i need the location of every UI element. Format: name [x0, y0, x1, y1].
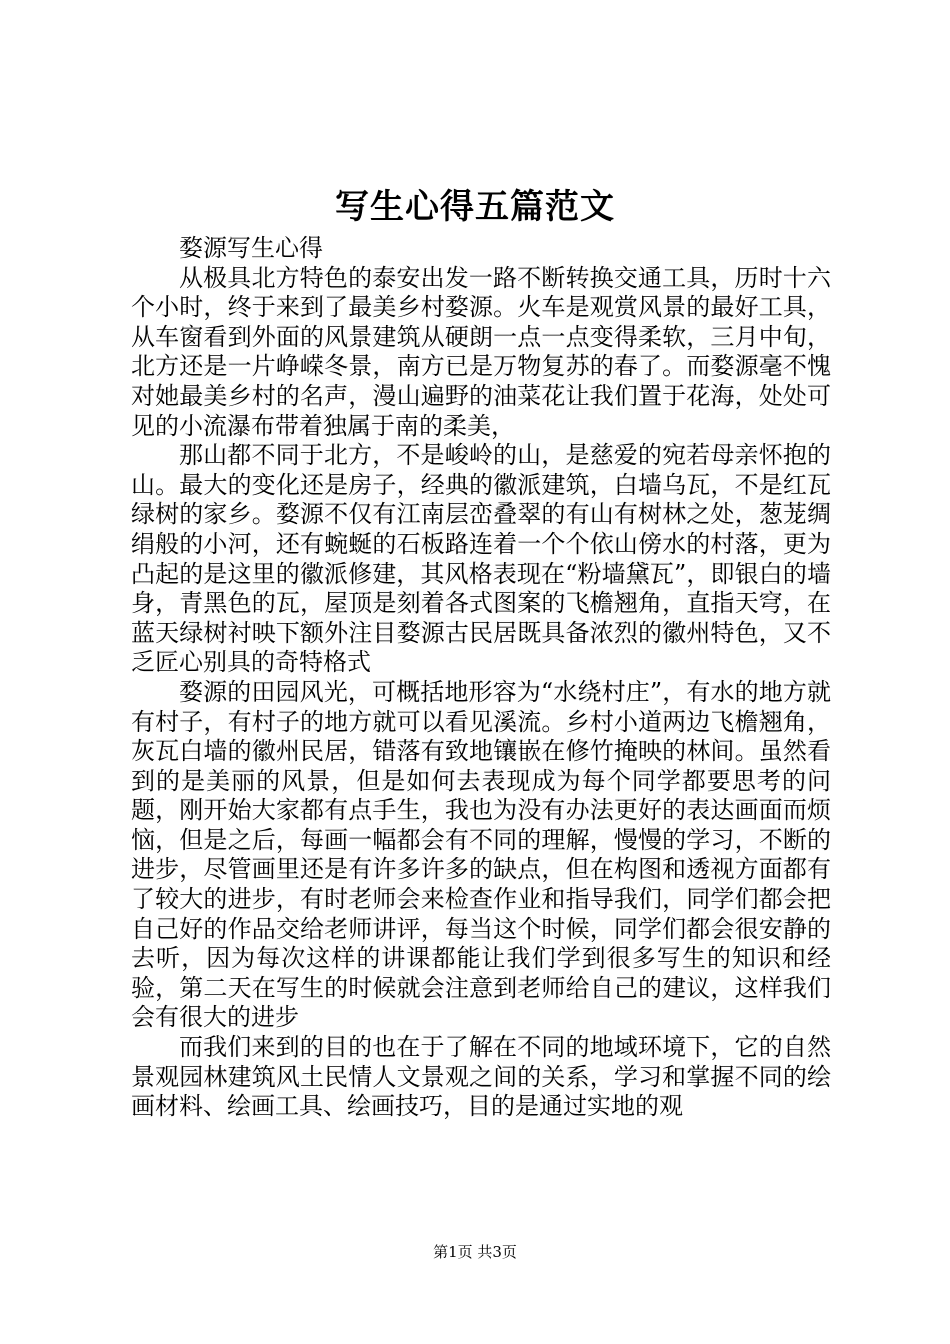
paragraph-subtitle: 婺源写生心得	[179, 234, 323, 262]
paragraph: 而我们来到的目的也在于了解在不同的地域环境下，它的自然景观园林建筑风土民情人文景观之间的关系，学习和掌握不同的绘画材料、绘画工具、绘画技巧，目的是通过实地的观	[131, 1033, 831, 1121]
document-title: 写生心得五篇范文	[335, 187, 615, 227]
paragraph: 那山都不同于北方，不是峻岭的山，是慈爱的宛若母亲怀抱的山。最大的变化还是房子，经典的徽派建筑，白墙乌瓦，不是红瓦绿树的家乡。婺源不仅有江南层峦叠翠的有山有树林之处，葱茏绸绢般的小河，还有蜿蜒的石板路连着一个个依山傍水的村落，更为凸起的是这里的徽派修建，其风格表现在“粉墙黛瓦”，即银白的墙身，青黑色的瓦，屋顶是刻着各式图案的飞檐翘角，直指天穹，在蓝天绿树衬映下额外注目婺源古民居既具备浓烈的徽州特色，又不乏匠心别具的奇特格式	[131, 441, 831, 677]
document-body	[131, 234, 831, 1122]
paragraph: 从极具北方特色的泰安出发一路不断转换交通工具，历时十六个小时，终于来到了最美乡村婺源。火车是观赏风景的最好工具，从车窗看到外面的风景建筑从硬朗一点一点变得柔软，三月中旬，北方还是一片峥嵘冬景，南方已是万物复苏的春了。而婺源毫不愧对她最美乡村的名声，漫山遍野的油菜花让我们置于花海，处处可见的小流瀑布带着独属于南的柔美，	[131, 263, 831, 440]
page-number-footer: 第1页 共3页	[433, 1243, 517, 1261]
paragraph: 婺源的田园风光，可概括地形容为“水绕村庄”，有水的地方就有村子，有村子的地方就可以看见溪流。乡村小道两边飞檐翘角，灰瓦白墙的徽州民居，错落有致地镶嵌在修竹掩映的林间。虽然看到的是美丽的风景，但是如何去表现成为每个同学都要思考的问题，刚开始大家都有点手生，我也为没有办法更好的表达画面而烦恼，但是之后，每画一幅都会有不同的理解，慢慢的学习，不断的进步，尽管画里还是有许多许多的缺点，但在构图和透视方面都有了较大的进步，有时老师会来检查作业和指导我们，同学们都会把自己好的作品交给老师讲评，每当这个时候，同学们都会很安静的去听，因为每次这样的讲课都能让我们学到很多写生的知识和经验，第二天在写生的时候就会注意到老师给自己的建议，这样我们会有很大的进步	[131, 677, 831, 1032]
